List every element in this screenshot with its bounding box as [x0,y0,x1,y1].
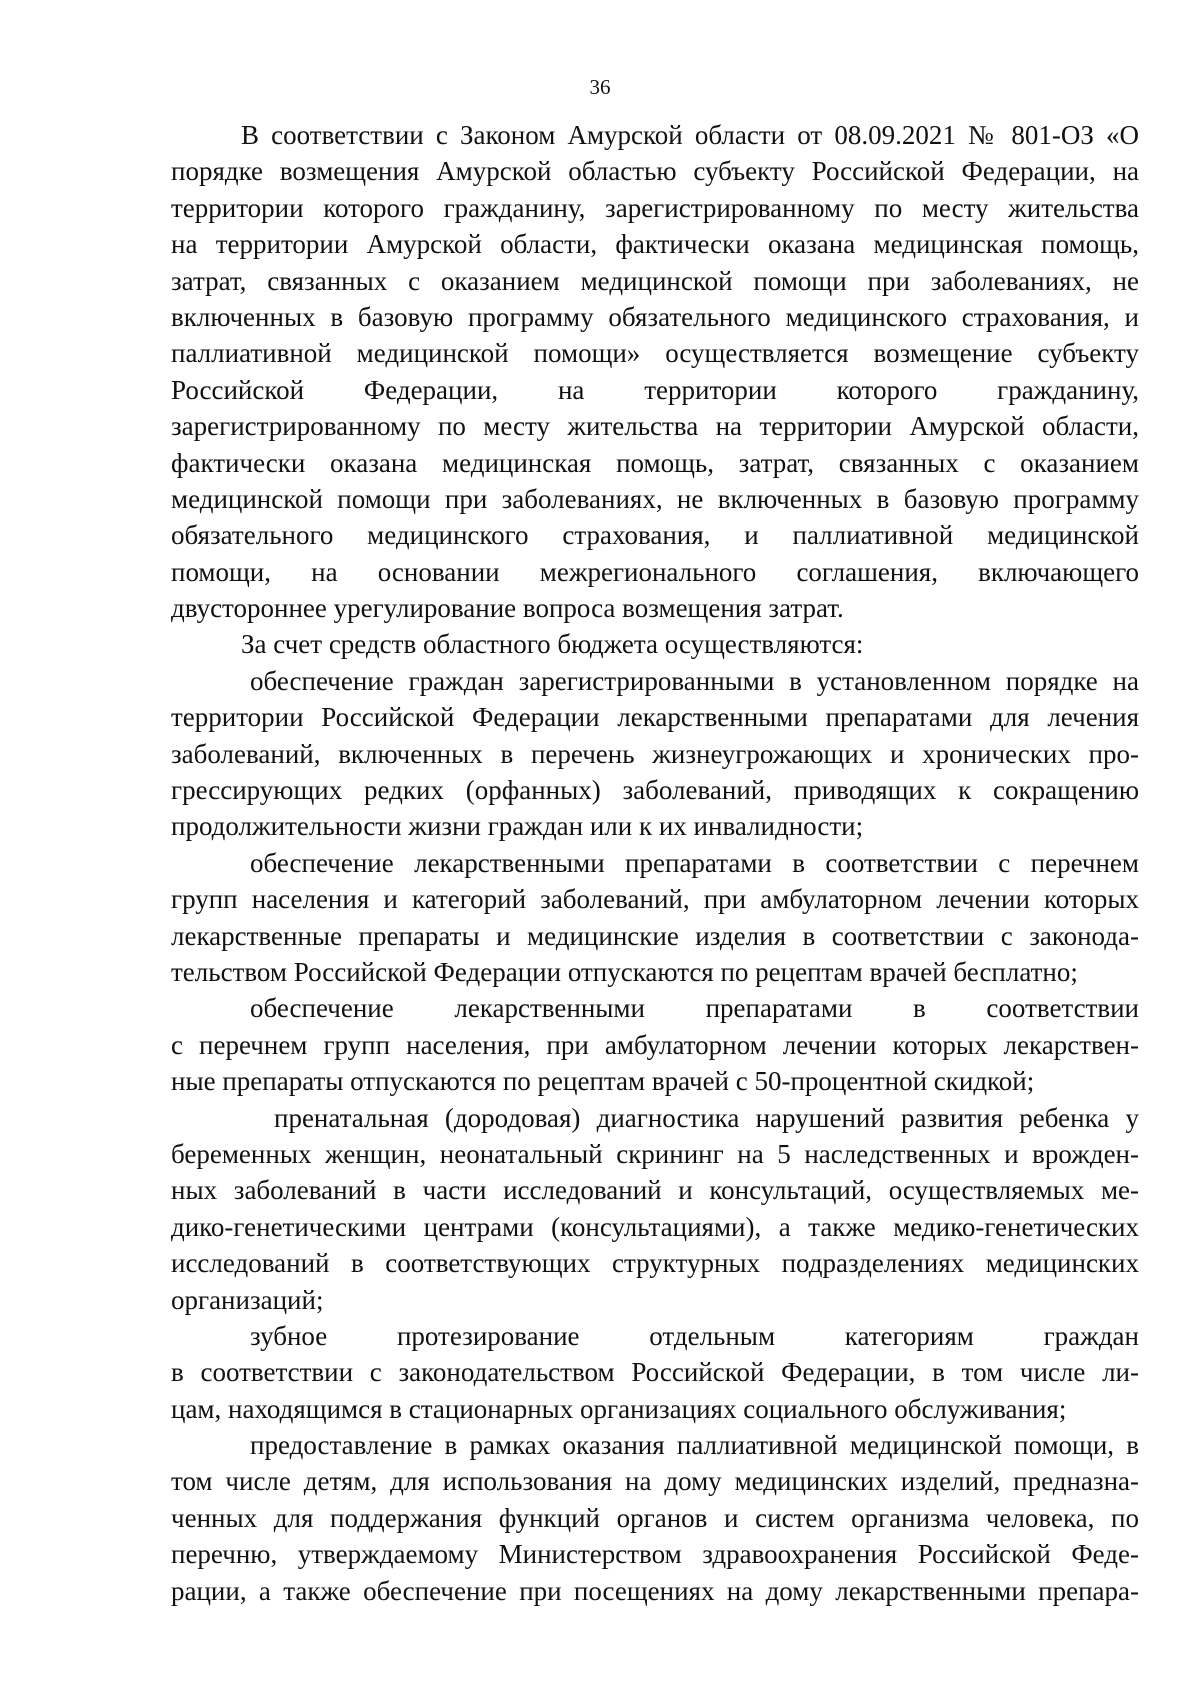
text-line: включенных в базовую программу обязательного медицинского страхования, и [171,301,1139,332]
text-line: пренатальная (дородовая) диагностика нарушений развития ребенка у [274,1102,1139,1133]
text-line: медицинской помощи при заболеваниях, не включенных в базовую программу [171,483,1139,514]
text-line: Российской Федерации, на территории которого гражданину, [171,374,1139,405]
paragraph-last-line: За счет средств областного бюджета осуществляются: [241,629,864,660]
text-line: помощи, на основании межрегионального соглашения, включающего [171,556,1139,587]
paragraph-last-line: продолжительности жизни граждан или к их инвалидности; [171,811,864,842]
text-line: территории Российской Федерации лекарственными препаратами для лечения [171,702,1139,733]
text-line: ченных для поддержания функций органов и систем организма человека, по [171,1502,1139,1533]
text-line: обеспечение лекарственными препаратами в соответствии с перечнем [250,847,1139,878]
text-line: том числе детям, для использования на дому медицинских изделий, предназна- [171,1466,1139,1497]
page-number: 36 [589,75,611,99]
paragraph-last-line: цам, находящимся в стационарных организациях социального обслуживания; [171,1393,1067,1424]
text-line: затрат, связанных с оказанием медицинской помощи при заболеваниях, не [171,265,1139,296]
text-line: зарегистрированному по месту жительства на территории Амурской области, [171,411,1139,442]
text-line: грессирующих редких (орфанных) заболеваний, приводящих к сокращению [171,775,1139,806]
text-line: порядке возмещения Амурской областью субъекту Российской Федерации, на [171,156,1139,187]
text-line: дико-генетическими центрами (консультациями), а также медико-генетических [171,1211,1139,1242]
text-line: рации, а также обеспечение при посещениях на дому лекарственными препара- [171,1575,1139,1606]
paragraph-last-line: ные препараты отпускаются по рецептам врачей с 50-процентной скидкой; [171,1066,1035,1097]
text-line: беременных женщин, неонатальный скрининг на 5 наследственных и врожден- [171,1138,1139,1169]
text-line: В соответствии с Законом Амурской области от 08.09.2021 № 801-ОЗ «О [241,120,1139,150]
text-line: лекарственные препараты и медицинские изделия в соответствии с законода- [171,920,1139,951]
text-line: обязательного медицинского страхования, и паллиативной медицинской [171,520,1139,551]
text-line: на территории Амурской области, фактически оказана медицинская помощь, [171,229,1139,260]
text-line: заболеваний, включенных в перечень жизнеугрожающих и хронических про- [171,738,1139,769]
text-line: ных заболеваний в части исследований и консультаций, осуществляемых ме- [171,1175,1139,1206]
text-line: исследований в соответствующих структурных подразделениях медицинских [171,1248,1139,1279]
text-line: с перечнем групп населения, при амбулаторном лечении которых лекарствен- [171,1029,1139,1060]
text-line: паллиативной медицинской помощи» осуществляется возмещение субъекту [171,338,1139,369]
text-line: в соответствии с законодательством Российской Федерации, в том числе ли- [171,1357,1139,1388]
text-line: перечню, утверждаемому Министерством здравоохранения Российской Феде- [171,1539,1139,1570]
text-line: территории которого гражданину, зарегистрированному по месту жительства [171,192,1139,223]
text-line: обеспечение лекарственными препаратами в соответствии [250,993,1139,1024]
text-line: зубное протезирование отдельным категориям граждан [250,1320,1139,1351]
paragraph-last-line: организаций; [171,1284,324,1315]
document-body [171,117,1139,1609]
text-line: групп населения и категорий заболеваний, при амбулаторном лечении которых [171,884,1139,915]
text-line: обеспечение граждан зарегистрированными в установленном порядке на [250,665,1139,696]
text-line: фактически оказана медицинская помощь, затрат, связанных с оказанием [171,447,1139,478]
paragraph-last-line: тельством Российской Федерации отпускаются по рецептам врачей бесплатно; [171,956,1078,987]
text-line: предоставление в рамках оказания паллиативной медицинской помощи, в [250,1430,1139,1461]
paragraph-last-line: двустороннее урегулирование вопроса возмещения затрат. [171,593,844,624]
